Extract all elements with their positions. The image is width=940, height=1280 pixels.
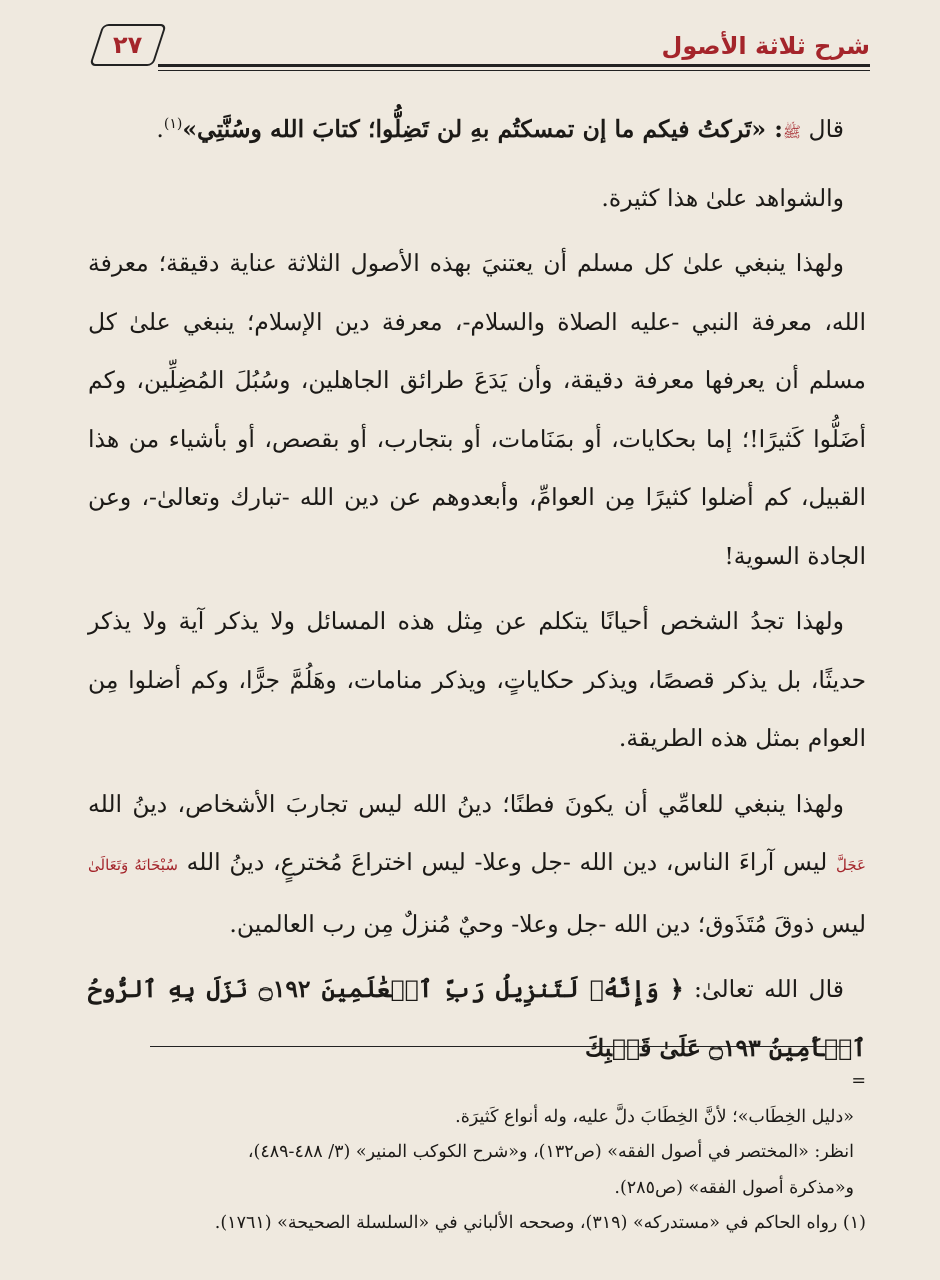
paragraph-evidence: والشواهد علىٰ هذا كثيرة. — [601, 183, 844, 212]
religion-text-b: ليس آراءَ الناس، دين الله -جل وعلا- ليس اختراعَ مُخترعٍ، دينُ الله — [186, 848, 828, 876]
quran-verse: ﴿ وَإِنَّهُۥ لَتَنزِيلُ رَبِّ ٱلۡعَٰلَمِينَ ۝١٩٢ نَزَلَ بِهِ ٱلرُّوحُ ٱلۡأَمِينُ ۝١٩٣ عَلَىٰ قَلۡبِكَ — [88, 975, 866, 1062]
header-rule-thin — [158, 70, 870, 71]
footnote-continuation-mark: = — [851, 1071, 866, 1091]
paragraph-verse — [88, 960, 866, 1077]
footnotes — [88, 1064, 866, 1242]
footnote-1: (١) رواه الحاكم في «مستدركه» (٣١٩)، وصححه الألباني في «السلسلة الصحيحة» (١٧٦١). — [214, 1213, 866, 1233]
footnote-ref: (١) — [163, 116, 183, 133]
page-number-badge — [89, 24, 167, 66]
footnote-line: انظر: «المختصر في أصول الفقه» (ص١٣٢)، و«شرح الكوكب المنير» (٣/ ٤٨٨-٤٨٩)، — [247, 1142, 854, 1162]
sentence-end: . — [156, 115, 164, 143]
religion-text-a: ولهذا ينبغي للعامِّي أن يكونَ فطنًا؛ دينُ الله ليس تجاربَ الأشخاص، دينُ الله — [88, 789, 844, 818]
footnote-line: و«مذكرة أصول الفقه» (ص٢٨٥). — [614, 1177, 854, 1198]
religion-text-c: ليس ذوقَ مُتَذَوق؛ دين الله -جل وعلا- وحيٌ مُنزلٌ مِن رب العالمين. — [229, 909, 866, 938]
paragraph-stories: ولهذا تجدُ الشخص أحيانًا يتكلم عن مِثل هذه المسائل ولا يذكر آية ولا يذكر حديثًا، بل يذكر قصصًا، ويذكر حكاياتٍ، ويذكر منامات، وهَلُمَّ جرًّا، وكم أضلوا مِن العوام بمثل هذه الطريقة. — [88, 607, 866, 752]
hadith-quote: : «تَركتُ فيكم ما إن تمسكتُم بهِ لن تَضِلُّوا؛ كتابَ الله وسُنَّتِي» — [182, 115, 783, 143]
honorific-glyph: سُبْحَانَهُ وَتَعَالَىٰ — [88, 856, 178, 874]
honorific-glyph: ﷺ — [782, 123, 802, 141]
page-number: ٢٧ — [113, 31, 143, 59]
page-header — [86, 18, 870, 76]
paragraph-religion — [88, 775, 866, 954]
header-rule-thick — [158, 64, 870, 67]
paragraph-three-principles: ولهذا ينبغي علىٰ كل مسلم أن يعتنيَ بهذه الأصول الثلاثة عناية دقيقة؛ معرفة الله، معرفة النبي -عليه الصلاة والسلام-، معرفة دين الإسلام؛ ينبغي علىٰ كل مسلم أن يعرفها معرفة دقيقة، وأن يَدَعَ طرائق الجاهلين، وسُبُلَ المُضِلِّين، وكم أضَلُّوا كَثيرًا!؛ إما بحكايات، أو بمَنَامات، أو بتجارب، أو بقصص، أو بأشياء من هذا القبيل، كم أضلوا كثيرًا مِن العوامِّ، وأبعدوهم عن دين الله -تبارك وتعالىٰ-، وعن الجادة السوية! — [88, 249, 866, 570]
verse-intro: قال الله تعالىٰ: — [694, 975, 844, 1003]
quote-intro: قال — [808, 115, 844, 143]
footnote-separator — [150, 1046, 850, 1047]
honorific-glyph: عَجَلَّ — [836, 856, 866, 874]
running-title: شرح ثلاثة الأصول — [661, 32, 870, 60]
footnote-line: «دليل الخِطَاب»؛ لأنَّ الخِطَابَ دلَّ عليه، وله أنواع كَثيرَة. — [455, 1106, 854, 1127]
main-text — [88, 100, 866, 1077]
paragraph-hadith — [88, 100, 866, 162]
